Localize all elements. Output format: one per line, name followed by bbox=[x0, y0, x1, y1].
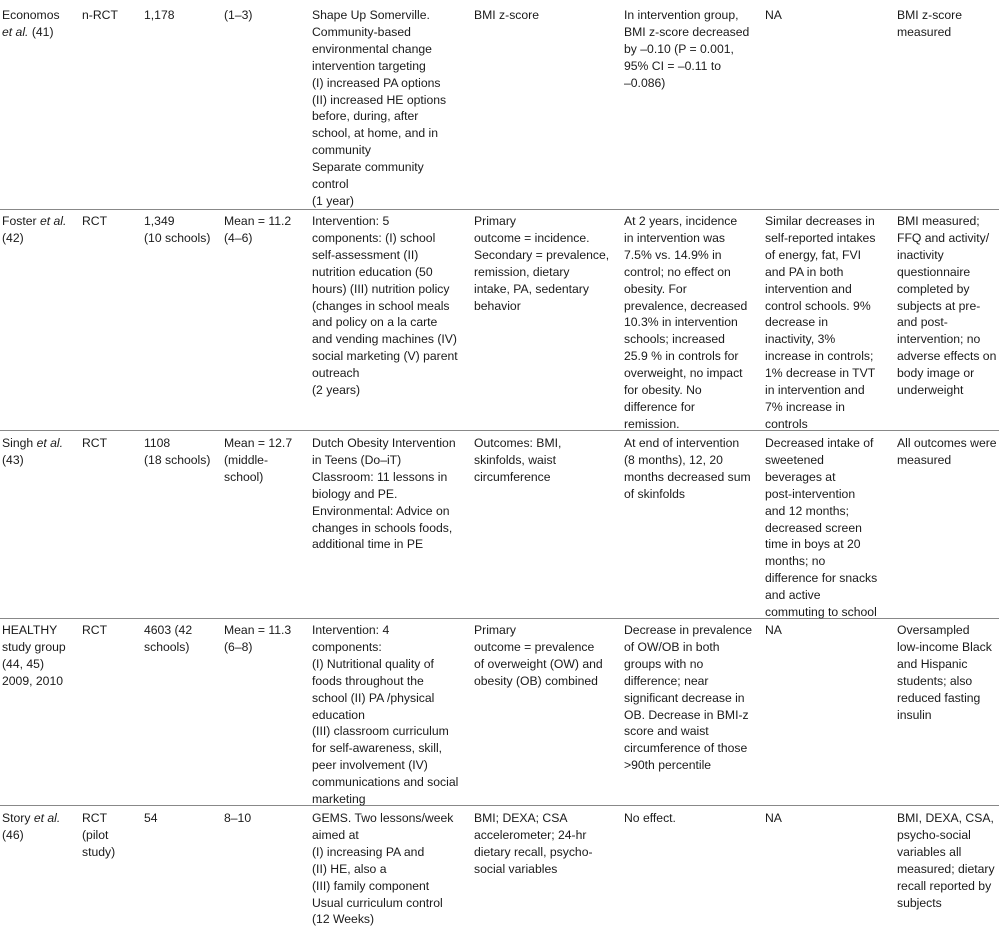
design-cell: RCT bbox=[82, 436, 108, 450]
n-cell: 1,178 bbox=[144, 8, 175, 22]
study-etal: et al. bbox=[39, 214, 67, 228]
intervention-cell: Dutch Obesity Intervention in Teens (Do–iT) Classroom: 11 lessons in biology and PE. Environmental: Advice on changes in schools foods, additional time in PE bbox=[312, 436, 456, 552]
notes-cell: BMI measured; FFQ and activity/ inactivity questionnaire completed by subjects at pre- and post- intervention; no adverse effects on body image or underweight bbox=[897, 214, 997, 398]
outcomes-cell: Outcomes: BMI, skinfolds, waist circumference bbox=[474, 436, 562, 484]
behavior-cell: Similar decreases in self-reported intakes of energy, fat, FVI and PA in both intervention and control schools. 9% decrease in inactivity, 3% increase in controls; 1% decrease in TVT in intervention and 7% increase in controls bbox=[765, 214, 876, 431]
results-cell: No effect. bbox=[624, 811, 676, 825]
design-cell: RCT bbox=[82, 623, 108, 637]
table-row bbox=[0, 435, 999, 619]
age-cell: Mean = 11.3 (6–8) bbox=[224, 623, 292, 654]
design-cell: n-RCT bbox=[82, 8, 118, 22]
study-cell bbox=[2, 213, 76, 247]
study-ref: (42) bbox=[2, 230, 24, 245]
behavior-cell: Decreased intake of sweetened beverages at post-intervention and 12 months; decreased screen time in boys at 20 months; no difference for snacks and active commuting to school bbox=[765, 436, 878, 620]
outcomes-cell: BMI; DEXA; CSA accelerometer; 24-hr dietary recall, psycho- social variables bbox=[474, 811, 593, 876]
intervention-cell: Intervention: 5 components: (I) school self-assessment (II) nutrition education (50 hours) (III) nutrition policy (changes in school meals and policy on a la carte and vending machines (IV) social marketing (V) parent outreach (2 years) bbox=[312, 214, 458, 398]
study-name: Story bbox=[2, 811, 34, 825]
outcomes-cell: Primary outcome = prevalence of overweight (OW) and obesity (OB) combined bbox=[474, 623, 603, 688]
study-cell bbox=[2, 435, 76, 469]
study-ref: (43) bbox=[2, 452, 24, 467]
study-name: HEALTHY study group (44, 45) 2009, 2010 bbox=[2, 623, 66, 688]
study-cell bbox=[2, 7, 76, 41]
n-cell: 54 bbox=[144, 811, 158, 825]
notes-cell: BMI z-score measured bbox=[897, 8, 963, 39]
age-cell: Mean = 12.7 (middle- school) bbox=[224, 436, 293, 484]
results-cell: At 2 years, incidence in intervention was 7.5% vs. 14.9% in control; no effect on obesity. For prevalence, decreased 10.3% in intervention schools; increased 25.9 % in controls for overweight, no impact for obesity. No difference for remission. bbox=[624, 214, 748, 431]
results-cell: Decrease in prevalence of OW/OB in both groups with no difference; near significant decrease in OB. Decrease in BMI-z score and waist circumference of those >90th percentile bbox=[624, 623, 753, 773]
study-ref: (41) bbox=[28, 24, 54, 39]
notes-cell: Oversampled low-income Black and Hispanic students; also reduced fasting insulin bbox=[897, 623, 992, 722]
age-cell: 8–10 bbox=[224, 811, 252, 825]
study-ref: (46) bbox=[2, 827, 24, 842]
study-name: Economos bbox=[2, 8, 60, 22]
n-cell: 1,349 (10 schools) bbox=[144, 214, 211, 245]
behavior-cell: NA bbox=[765, 8, 782, 22]
table-row bbox=[0, 7, 999, 210]
intervention-cell: Shape Up Somerville. Community-based environmental change intervention targeting (I) increased PA options (II) increased HE options before, during, after school, at home, and in community Separate community control (1 year) bbox=[312, 8, 447, 208]
results-cell: At end of intervention (8 months), 12, 20 months decreased sum of skinfolds bbox=[624, 436, 751, 501]
design-cell: RCT bbox=[82, 214, 108, 228]
study-etal: et al. bbox=[2, 24, 29, 39]
age-cell: Mean = 11.2 (4–6) bbox=[224, 214, 292, 245]
age-cell: (1–3) bbox=[224, 8, 253, 22]
results-cell: In intervention group, BMI z-score decreased by –0.10 (P = 0.001, 95% CI = –0.11 to –0.086) bbox=[624, 8, 750, 90]
study-etal: et al. bbox=[36, 436, 63, 450]
notes-cell: BMI, DEXA, CSA, psycho-social variables all measured; dietary recall reported by subjects bbox=[897, 811, 995, 910]
notes-cell: All outcomes were measured bbox=[897, 436, 997, 467]
table-row bbox=[0, 213, 999, 431]
outcomes-cell: BMI z-score bbox=[474, 8, 540, 22]
study-etal: et al. bbox=[33, 811, 61, 825]
n-cell: 1108 (18 schools) bbox=[144, 436, 211, 467]
table-row bbox=[0, 810, 999, 931]
behavior-cell: NA bbox=[765, 623, 782, 637]
study-cell bbox=[2, 810, 76, 844]
outcomes-cell: Primary outcome = incidence. Secondary = prevalence, remission, dietary intake, PA, sedentary behavior bbox=[474, 214, 610, 313]
design-cell: RCT (pilot study) bbox=[82, 811, 116, 859]
study-name: Singh bbox=[2, 436, 37, 450]
study-cell bbox=[2, 622, 76, 690]
study-name: Foster bbox=[2, 214, 40, 228]
n-cell: 4603 (42 schools) bbox=[144, 623, 193, 654]
behavior-cell: NA bbox=[765, 811, 782, 825]
table-row bbox=[0, 622, 999, 806]
intervention-cell: GEMS. Two lessons/week aimed at (I) increasing PA and (II) HE, also a (III) family component Usual curriculum control (12 Weeks) bbox=[312, 811, 454, 927]
intervention-cell: Intervention: 4 components: (I) Nutritional quality of foods throughout the school (II) PA /physical education (III) classroom curriculum for self-awareness, skill, peer involvement (IV) communications and social marketing bbox=[312, 623, 459, 807]
